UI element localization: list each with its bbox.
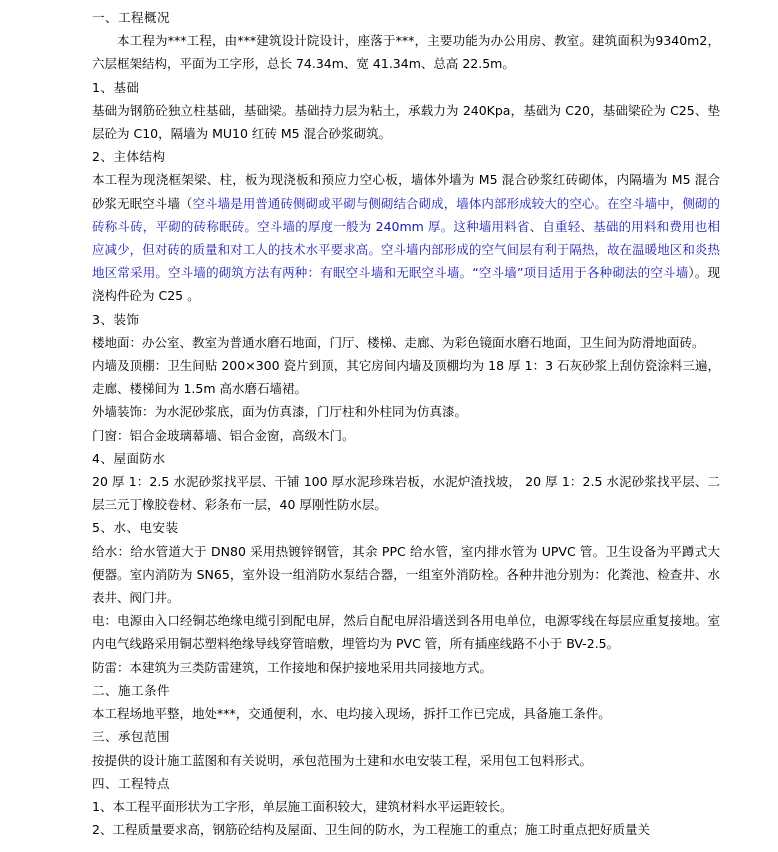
features-item-1: 1、本工程平面形状为工字形，单层施工面积较大，建筑材料水平运距较长。 (92, 798, 513, 814)
finishing-doors: 门窗：铝合金玻璃幕墙、铝合金窗，高级木门。 (92, 427, 355, 443)
structure-text-start: 本工程为现浇框架梁、柱，板为现浇板和预应力空心板，墙体外墙为 M5 混合砂浆红砖砌体，内隔墙为 M5 混合砂浆无眠空斗墙（ (92, 172, 720, 211)
subheading-foundation: 1、基础 (92, 79, 140, 95)
finishing-interior: 内墙及顶棚：卫生间贴 200×300 瓷片到顶，其它房间内墙及顶棚均为 18 厚 1：3 石灰砂浆上刮仿瓷涂料三遍，走廊、楼梯间为 1.5m 高水磨石墙裙。 (92, 358, 720, 397)
roof-text: 20 厚 1：2.5 水泥砂浆找平层、干铺 100 厚水泥珍珠岩板，水泥炉渣找坡， 20 厚 1：2.5 水泥砂浆找平层、二层三元丁橡胶卷材、彩条布一层，40 厚刚性防水层。 (92, 474, 720, 513)
scope-text: 按提供的设计施工蓝图和有关说明，承包范围为土建和水电安装工程，采用包工包料形式。 (92, 752, 593, 768)
subheading-utilities: 5、水、电安装 (92, 520, 179, 536)
utilities-lightning: 防雷：本建筑为三类防雷建筑，工作接地和保护接地采用共同接地方式。 (92, 659, 493, 675)
foundation-text: 基础为钢筋砼独立柱基础，基础梁。基础持力层为粘土，承载力为 240Kpa，基础为 C20，基础梁砼为 C25、垫层砼为 C10，隔墙为 MU10 红砖 M5 混合砂浆砌筑。 (92, 102, 720, 142)
conditions-text: 本工程场地平整，地处***，交通便利，水、电均接入现场，拆扦工作已完成，具备施工条件。 (92, 706, 611, 722)
finishing-exterior: 外墙装饰：为水泥砂浆底，面为仿真漆，门厅柱和外柱同为仿真漆。 (92, 404, 468, 420)
section-heading-scope: 三、承包范围 (92, 729, 171, 745)
section-heading-features: 四、工程特点 (92, 775, 171, 791)
section-heading-overview: 一、工程概况 (92, 10, 171, 25)
utilities-electric: 电：电源由入口经铜芯绝缘电缆引到配电屏，然后自配电屏沿墙送到各用电单位，电源零线在每层应重复接地。室内电气线路采用铜芯塑料绝缘导线穿管暗敷，埋管均为 PVC 管，所有插座线路不小于 BV-2.5。 (92, 613, 720, 652)
section-heading-conditions: 二、施工条件 (92, 682, 171, 698)
features-item-2: 2、工程质量要求高，钢筋砼结构及屋面、卫生间的防水，为工程施工的重点；施工时重点把好质量关 (92, 822, 650, 838)
subheading-roof: 4、屋面防水 (92, 450, 166, 466)
overview-intro: 本工程为***工程，由***建筑设计院设计，座落于***，主要功能为办公用房、教室。建筑面积为9340m2，六层框架结构，平面为工字形，总长 74.34m、宽 41.34m、总高 22.5m。 (92, 33, 720, 72)
structure-text-end: ）。现浇构件砼为 C25 。 (92, 265, 720, 304)
subheading-finishing: 3、装饰 (92, 311, 140, 327)
hollow-wall-explanation: 空斗墙是用普通砖侧砌或平砌与侧砌结合砌成，墙体内部形成较大的空心。在空斗墙中，侧砌的砖称斗砖，平砌的砖称眠砖。空斗墙的厚度一般为 240mm 厚。这种墙用料省、自重轻、基础的用料和费用也相应减少，但对砖的质量和对工人的技术水平要求高。空斗墙内部形成的空气间层有利于隔热，故在温暖地区和炎热地区常采用。空斗墙的砌筑方法有两种：有眠空斗墙和无眠空斗墙。“空斗墙”项目适用于各种砌法的空斗墙 (92, 195, 720, 281)
finishing-floor: 楼地面：办公室、教室为普通水磨石地面，门厅、楼梯、走廊、为彩色镜面水磨石地面，卫生间为防滑地面砖。 (92, 334, 705, 350)
utilities-water: 给水：给水管道大于 DN80 采用热镀锌钢管，其余 PPC 给水管，室内排水管为 UPVC 管。卫生设备为平蹲式大便器。室内消防为 SN65，室外设一组消防水泵结合器，一组室外消防栓。各种井池分别为：化粪池、检查井、水表井、阀门井。 (92, 543, 720, 606)
subheading-structure: 2、主体结构 (92, 149, 166, 165)
structure-text (92, 168, 720, 307)
